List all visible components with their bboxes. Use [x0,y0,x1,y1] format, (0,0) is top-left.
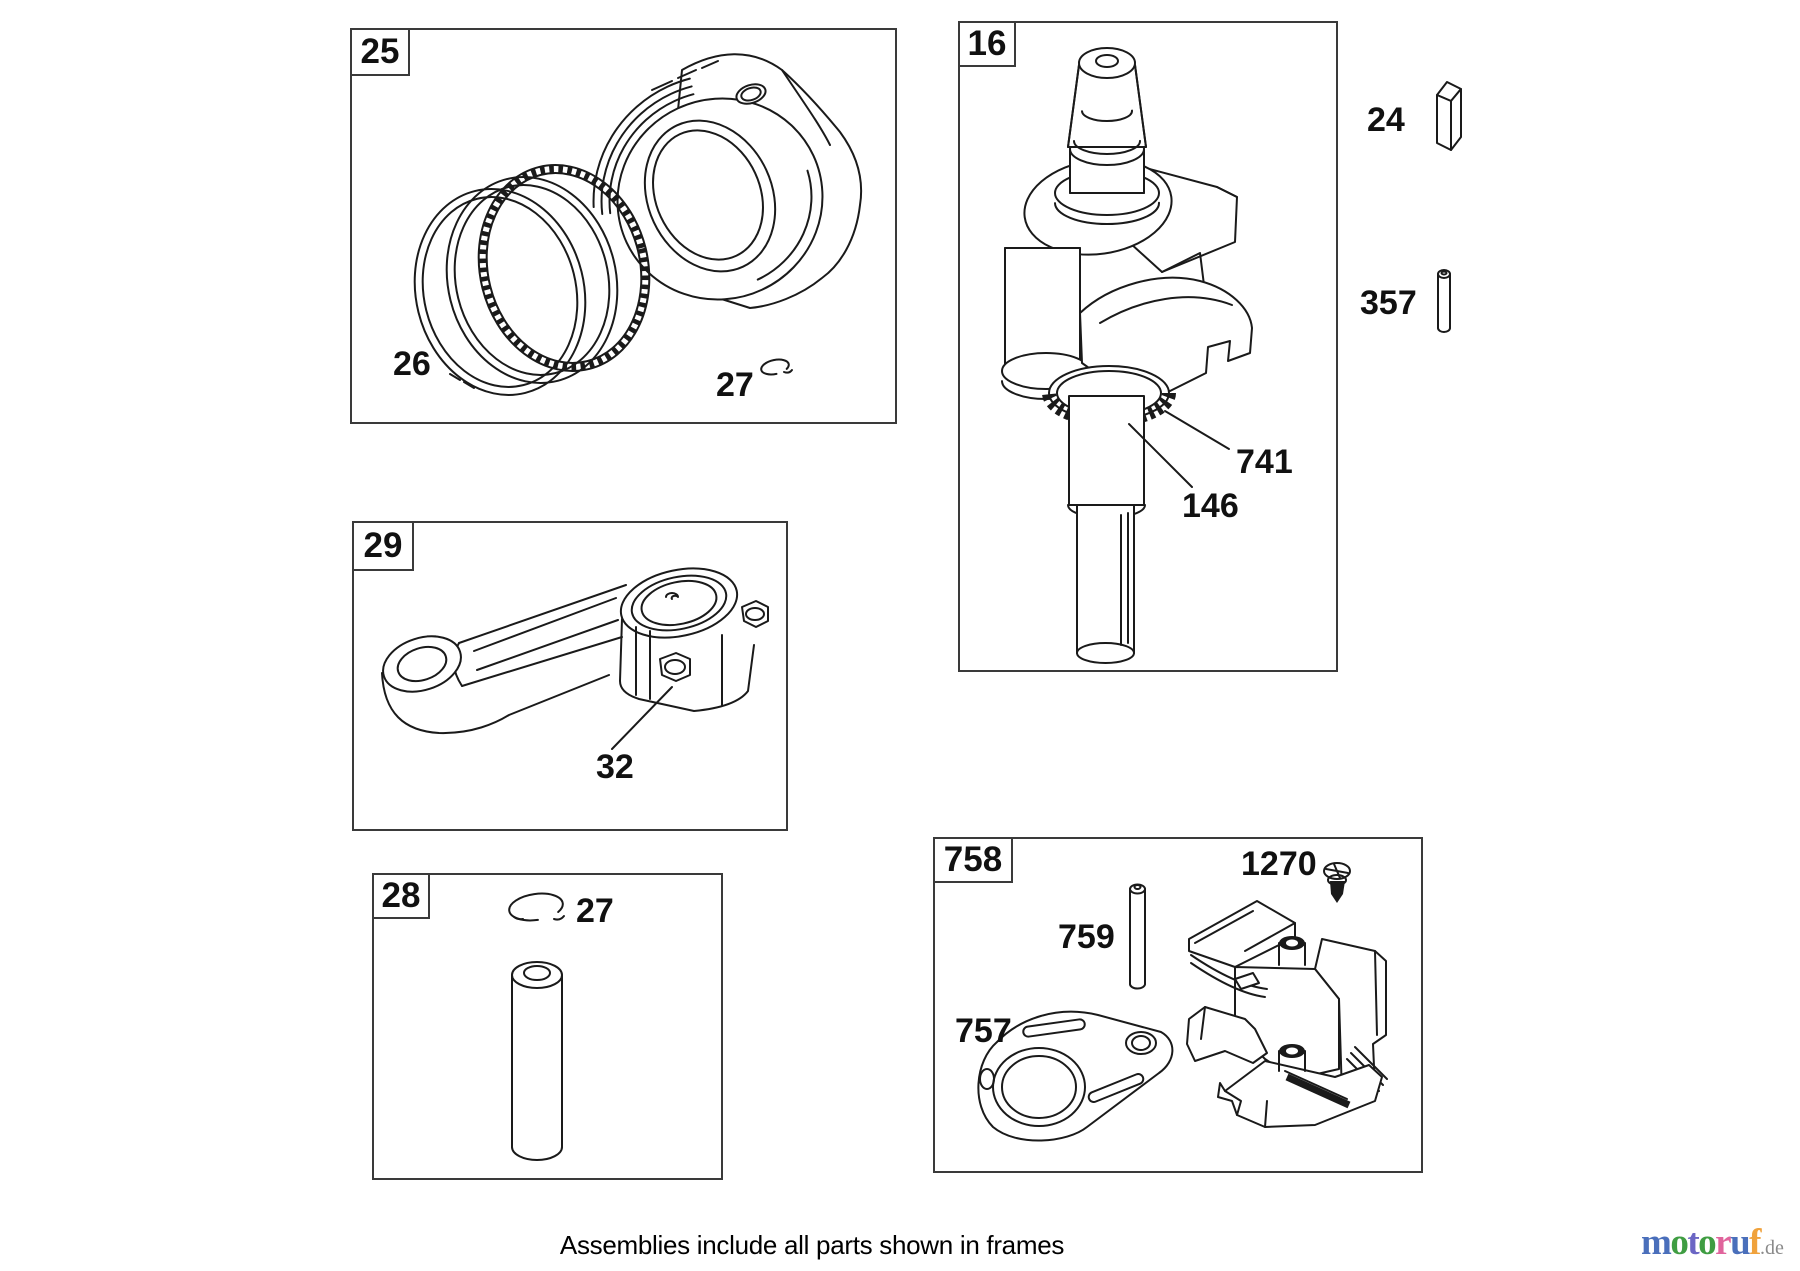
leader-32 [612,687,672,749]
frame-number: 25 [360,32,400,71]
piston-assembly-drawing [352,30,895,422]
dowel-pin-drawing [1438,270,1450,332]
logo-letter: f [1749,1222,1760,1263]
frame-number-box [933,837,1013,883]
logo-letter: m [1641,1222,1671,1263]
crankshaft-top-end [1079,48,1135,78]
governor-assembly-drawing [935,839,1421,1171]
part-label-governor-plate: 757 [955,1012,1012,1050]
leader-741 [1165,411,1229,449]
frame-number: 28 [381,876,421,915]
logo-letter: r [1715,1222,1731,1263]
rod-bolt-side [742,601,768,627]
logo-letter: u [1730,1222,1750,1263]
frame-connecting-rod-assembly [352,521,788,831]
frame-piston-pin-assembly [372,873,723,1180]
frame-number-box [372,873,430,919]
logo-letter: t [1687,1222,1699,1263]
part-label-ring-set: 26 [393,345,431,383]
frame-number: 758 [943,840,1003,879]
rod-small-end [376,627,468,701]
part-label-governor-shaft: 759 [1058,918,1115,956]
logo-letter: o [1670,1222,1688,1263]
watermark-logo-suffix: .de [1760,1237,1784,1259]
connecting-rod-drawing [354,523,786,829]
frame-governor-assembly [933,837,1423,1173]
governor-bracket [1187,901,1387,1127]
governor-shaft-pin [1130,885,1145,989]
piston-pin-cylinder [512,962,562,1160]
screw-glyph [1324,863,1350,903]
frame-number: 29 [363,526,403,565]
frame-number-box [350,28,410,76]
part-label-key: 24 [1367,101,1405,139]
rod-bolt-front [660,653,690,681]
frame-number-box [352,521,414,571]
frame-number-box [958,21,1016,67]
part-label-rod-bolt: 32 [596,748,634,786]
part-label-dowel-pin: 357 [1360,284,1417,322]
retaining-ring-glyph [760,357,790,377]
part-label-screw: 1270 [1241,845,1317,883]
crankshaft-drawing [960,23,1336,670]
part-label-retaining-ring-25: 27 [716,366,754,404]
retaining-ring-glyph [507,890,564,923]
frame-crankshaft-assembly [958,21,1338,672]
frame-number: 16 [967,24,1007,63]
piston-pin-drawing [374,875,721,1178]
watermark-logo-text [1641,1222,1760,1263]
watermark-logo [1641,1224,1784,1261]
frame-piston-assembly [350,28,897,424]
part-label-timing-gear: 741 [1236,443,1293,481]
part-label-crankshaft: 146 [1182,487,1239,525]
part-label-retaining-ring-28: 27 [576,892,614,930]
assemblies-note: Assemblies include all parts shown in frames [559,1230,1065,1260]
square-key-drawing [1437,82,1461,150]
logo-letter: o [1698,1222,1716,1263]
